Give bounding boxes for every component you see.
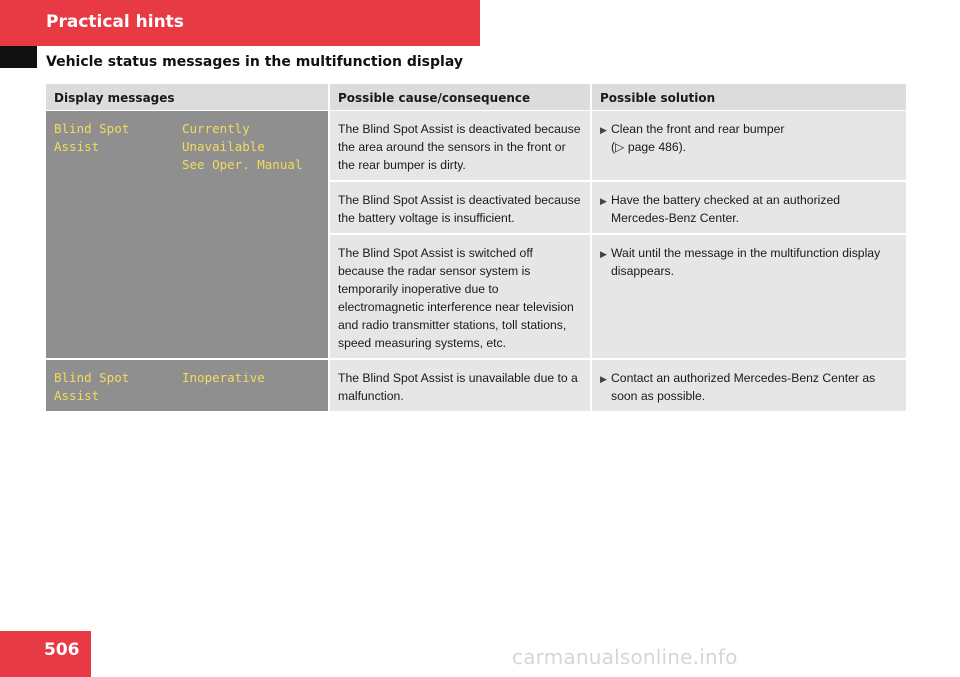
page-number: 506: [44, 640, 80, 660]
section-marker: [0, 46, 37, 68]
table-row: [46, 111, 906, 182]
solution-cell: [591, 234, 906, 359]
page-reference-link[interactable]: (▷ page 486).: [611, 140, 687, 154]
display-message-right: Inoperative: [182, 370, 265, 385]
chapter-title: Practical hints: [46, 12, 184, 32]
bullet-arrow-icon: ▶: [600, 374, 607, 384]
cause-cell: The Blind Spot Assist is deactivated because the area around the sensors in the front or the rear bumper is dirty.: [329, 111, 591, 182]
section-title: Vehicle status messages in the multifunction display: [46, 54, 463, 70]
table-row: [46, 359, 906, 412]
column-header-solution: Possible solution: [591, 84, 906, 111]
solution-text: Contact an authorized Mercedes-Benz Center as soon as possible.: [611, 371, 876, 403]
solution-cell: [591, 181, 906, 234]
chapter-header: [0, 0, 480, 46]
solution-cell: [591, 111, 906, 182]
page-number-box: [0, 631, 91, 677]
watermark-text: carmanualsonline.info: [512, 645, 738, 669]
status-messages-table: [46, 84, 906, 413]
solution-cell: [591, 359, 906, 412]
bullet-arrow-icon: ▶: [600, 249, 607, 259]
display-message-right: Currently Unavailable See Oper. Manual: [182, 121, 303, 172]
display-message-left: Blind Spot Assist: [54, 370, 130, 403]
cause-cell: The Blind Spot Assist is switched off because the radar sensor system is temporarily inoperative due to electromagnetic interference near television and radio transmitter stations, toll stations, speed measuring systems, etc.: [329, 234, 591, 359]
display-message-cell: [46, 111, 329, 360]
solution-text: Wait until the message in the multifunction display disappears.: [611, 246, 881, 278]
cause-cell: The Blind Spot Assist is deactivated because the battery voltage is insufficient.: [329, 181, 591, 234]
column-header-cause: Possible cause/consequence: [329, 84, 591, 111]
bullet-arrow-icon: ▶: [600, 196, 607, 206]
bullet-arrow-icon: ▶: [600, 125, 607, 135]
solution-text: Have the battery checked at an authorized Mercedes-Benz Center.: [611, 193, 840, 225]
column-header-display: Display messages: [46, 84, 329, 111]
cause-cell: The Blind Spot Assist is unavailable due to a malfunction.: [329, 359, 591, 412]
table-header-row: [46, 84, 906, 111]
display-message-cell: [46, 359, 329, 412]
solution-text: Clean the front and rear bumper: [611, 122, 785, 136]
display-message-left: Blind Spot Assist: [54, 121, 130, 154]
